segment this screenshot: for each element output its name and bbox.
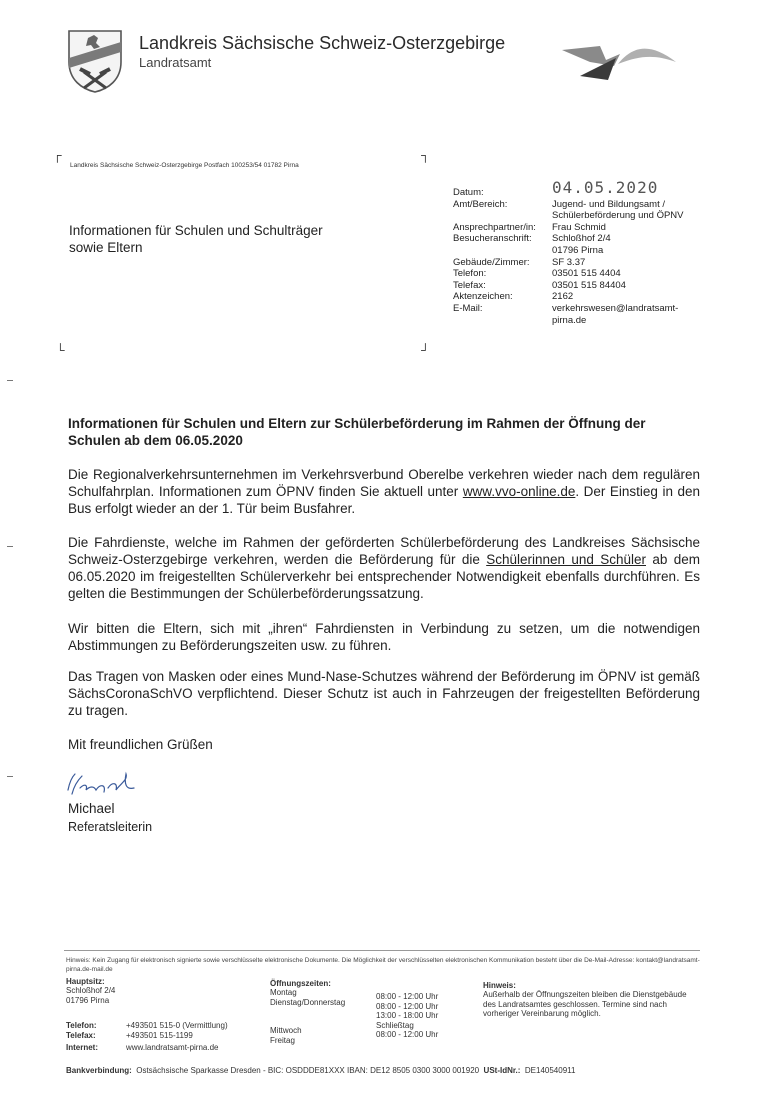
info-row-visitor-address: Besucheranschrift: Schloßhof 2/4 01796 Pirna (453, 233, 611, 256)
coat-of-arms-logo (66, 28, 124, 94)
fold-mark (7, 380, 13, 381)
date-stamp: 04.05.2020 (552, 178, 659, 197)
paragraph-public-transport: Die Regionalverkehrsunternehmen im Verkehrsverbund Oberelbe verkehren wieder nach dem regulären Schulfahrplan. Informationen zum ÖPNV finden Sie aktuell unter www.vvo-online.de. Der Einstieg in den Bus erfolgt wieder an der 1. Tür beim Busfahrer. (68, 467, 700, 516)
vvo-website-link[interactable]: www.vvo-online.de (462, 484, 576, 499)
footer-opening-hours: Öffnungszeiten: Montag Dienstag/Donnerstag Mittwoch Freitag 08:00 - 12:00 Uhr 08:00 - 12:00 Uhr 13:00 - 18:00 Uhr Schließtag 08:00 - 12:00 Uhr (270, 979, 439, 1045)
recipient-line: Informationen für Schulen und Schulträger (69, 223, 323, 238)
info-row-contact-person: Ansprechpartner/in: Frau Schmid (453, 221, 606, 233)
info-row-amt: Amt/Bereich: Jugend- und Bildungsamt / Schülerbeförderung und ÖPNV (453, 198, 684, 222)
info-row-building-room: Gebäude/Zimmer: SF 3.37 (453, 256, 586, 268)
footer-encryption-note: Hinweis: Kein Zugang für elektronisch signierte sowie verschlüsselte elektronische Dokumente. Die Möglichkeit der verschlüsselten elektronischen Kommunikation besteht über die De-Mail-Adresse: kontakt@landratsamt-pirna.de-mail.de (66, 957, 700, 973)
organization-name: Landkreis Sächsische Schweiz-Osterzgebirge (139, 33, 506, 53)
closing-greeting: Mit freundlichen Grüßen (68, 737, 213, 752)
info-row-fax: Telefax: 03501 515 84404 (453, 279, 626, 291)
footer-divider (64, 950, 700, 951)
paragraph-mask-requirement: Das Tragen von Masken oder eines Mund-Nase-Schutzes während der Beförderung im ÖPNV ist gemäß SächsCoronaSchVO verpflichtend. Dieser Schutz ist auch in Fahrzeugen der freigestellten Beförderung zu tragen. (68, 669, 700, 718)
footer-headquarters: Hauptsitz: Schloßhof 2/4 01796 Pirna (66, 977, 116, 1005)
footer-bank-details: Bankverbindung: Ostsächsische Sparkasse Dresden - BIC: OSDDDE81XXX IBAN: DE12 8505 0300 3000 001920 USt-IdNr.: DE140540911 (66, 1066, 576, 1075)
info-row-email: E-Mail: verkehrswesen@landratsamt- pirna.de (453, 302, 679, 326)
paragraph-parents-request: Wir bitten die Eltern, sich mit „ihren“ Fahrdiensten in Verbindung zu setzen, um die notwendigen Abstimmungen zu Beförderungszeiten usw. zu führen. (68, 621, 700, 653)
info-row-datum: Datum: 04.05.2020 (453, 187, 712, 199)
students-underlined-text: Schülerinnen und Schüler (486, 552, 646, 567)
signer-role: Referatsleiterin (68, 820, 153, 834)
paragraph-transport-services: Die Fahrdienste, welche im Rahmen der geförderten Schülerbeförderung des Landkreises Sächsische Schweiz-Osterzgebirge verkehren, werden die Beförderung für die Schülerinnen und Schüler ab dem 06.05.2020 im freigestellten Schülerverkehr bei entsprechender Notwendigkeit ebenfalls durchführen. Es gelten die Bestimmungen der Schülerbeförderungssatzung. (68, 535, 700, 601)
organization-subtitle: Landratsamt (139, 55, 212, 70)
handwritten-signature (64, 770, 146, 798)
recipient-address (69, 222, 323, 256)
footer-notice: Hinweis: Außerhalb der Öffnungszeiten bleiben die Dienstgebäude des Landratsamtes geschlossen. Termine sind nach vorheriger Vereinbarung möglich. (483, 981, 687, 1018)
letter-subject: Informationen für Schulen und Eltern zur Schülerbeförderung im Rahmen der Öffnung der Schulen ab dem 06.05.2020 (68, 416, 646, 448)
sender-return-address: Landkreis Sächsische Schweiz-Osterzgebirge Postfach 100253/54 01782 Pirna (70, 162, 299, 169)
info-row-file-reference: Aktenzeichen: 2162 (453, 291, 574, 303)
footer-contact: Telefon: +493501 515-0 (Vermittlung) Telefax: +493501 515-1199 Internet: www.landratsamt-pirna.de (66, 1021, 228, 1052)
address-window-corner-icon: ┌ (53, 148, 62, 162)
reference-info-block (453, 178, 712, 326)
fold-mark (7, 546, 13, 547)
address-window-corner-icon: ┘ (421, 343, 430, 357)
website-link[interactable]: www.landratsamt-pirna.de (126, 1043, 219, 1052)
fold-mark (7, 776, 13, 777)
info-row-phone: Telefon: 03501 515 4404 (453, 268, 621, 280)
signer-name: Michael (68, 801, 115, 816)
address-window-corner-icon: ┐ (421, 148, 430, 162)
address-window-corner-icon: └ (56, 343, 65, 357)
recipient-line: sowie Eltern (69, 240, 143, 255)
district-brand-logo (560, 40, 678, 84)
